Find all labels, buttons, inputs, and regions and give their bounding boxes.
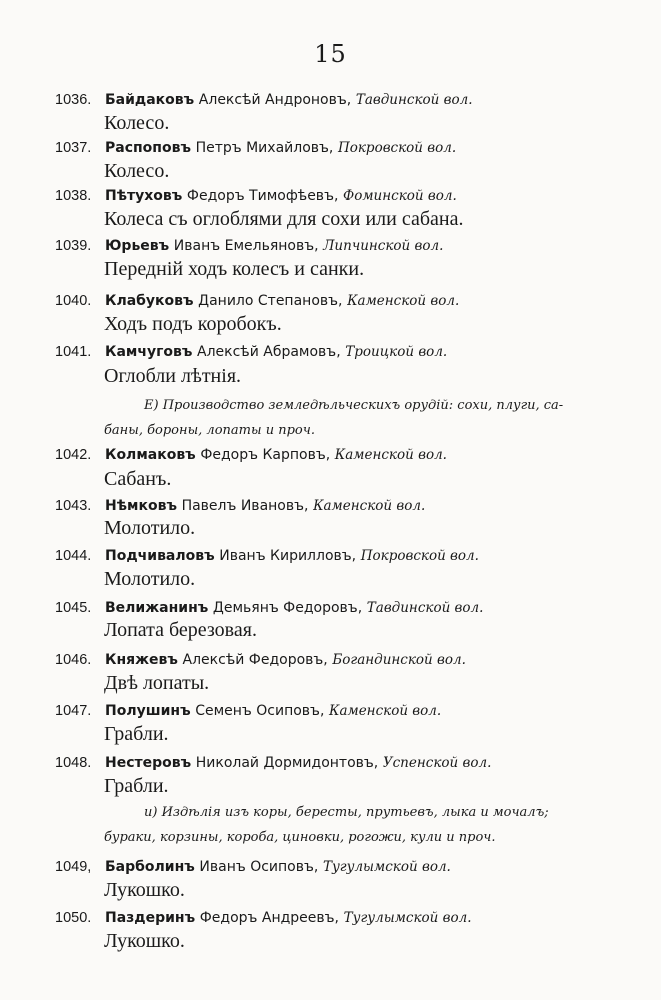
entry-given-name: Петръ Михайловъ, (195, 140, 334, 156)
entry-district: Богандинской вол. (332, 652, 466, 668)
entry-header (55, 547, 479, 565)
entry-surname: Распоповъ (105, 140, 191, 156)
entry-surname: Нестеровъ (105, 755, 192, 771)
entry-district: Тавдинской вол. (355, 92, 473, 108)
entry-item: Лукошко. (104, 930, 185, 952)
entry-item: Колесо. (104, 160, 170, 182)
entry-number: 1040. (55, 293, 92, 309)
entry-district: Каменской вол. (329, 703, 442, 719)
entry-item: Сабанъ. (104, 468, 172, 490)
entry-number: 1044. (55, 548, 92, 564)
entry-item: Оглобли лѣтнiя. (104, 365, 242, 387)
entry-number: 1036. (55, 92, 92, 108)
entry-given-name: Николай Дормидонтовъ, (195, 755, 379, 771)
entry-surname: Клабуковъ (105, 293, 194, 309)
entry-surname: Полушинъ (105, 703, 191, 719)
entry-given-name: Федоръ Тимофѣевъ, (186, 188, 339, 204)
entry-item: Двѣ лопаты. (104, 672, 210, 694)
section-heading (104, 393, 614, 443)
entry-given-name: Иванъ Емельяновъ, (173, 238, 319, 254)
page-number: 15 (314, 40, 347, 68)
entry-header (55, 754, 491, 772)
entry-item: Колесо. (104, 112, 170, 134)
entry-header (55, 497, 425, 515)
entry-given-name: Иванъ Кирилловъ, (219, 548, 357, 564)
entry-district: Покровской вол. (337, 140, 457, 156)
entry-given-name: Иванъ Осиповъ, (199, 859, 319, 875)
entry-surname: Камчуговъ (105, 344, 193, 360)
entry-number: 1049, (55, 859, 92, 875)
entry-number: 1045. (55, 600, 92, 616)
entry-given-name: Павелъ Ивановъ, (181, 498, 309, 514)
entry-given-name: Алексѣй Абрамовъ, (197, 344, 341, 360)
section-heading-line: Е) Производство земледѣльческихъ орудiй: сохи, плуги, са- (144, 398, 564, 413)
entry-header (55, 237, 443, 255)
entry-surname: Байдаковъ (105, 92, 195, 108)
entry-header (55, 139, 456, 157)
entry-surname: Юрьевъ (105, 238, 170, 254)
entry-header (55, 446, 447, 464)
entry-header (55, 909, 472, 927)
entry-surname: Велижанинъ (105, 600, 209, 616)
entry-item: Грабли. (104, 723, 169, 745)
entry-header (55, 343, 447, 361)
entry-district: Тавдинской вол. (366, 600, 484, 616)
entry-surname: Подчиваловъ (105, 548, 215, 564)
section-heading-line: баны, бороны, лопаты и проч. (104, 423, 315, 438)
entry-item: Грабли. (104, 775, 169, 797)
entry-number: 1047. (55, 703, 92, 719)
entry-district: Фоминской вол. (343, 188, 457, 204)
entry-number: 1050. (55, 910, 92, 926)
entry-district: Липчинской вол. (323, 238, 444, 254)
entry-item: Переднiй ходъ колесъ и санки. (104, 258, 365, 280)
entry-header (55, 858, 451, 876)
section-heading-line: и) Издѣлiя изъ коры, бересты, прутьевъ, лыка и мочалъ; (144, 805, 549, 820)
entry-number: 1038. (55, 188, 92, 204)
entry-number: 1042. (55, 447, 92, 463)
entry-item: Лукошко. (104, 879, 185, 901)
entry-district: Каменской вол. (347, 293, 460, 309)
entry-item: Лопата березовая. (104, 619, 257, 641)
entry-header (55, 187, 457, 205)
entry-surname: Паздеринъ (105, 910, 196, 926)
entry-header (55, 651, 466, 669)
entry-number: 1048. (55, 755, 92, 771)
entry-given-name: Алексѣй Федоровъ, (182, 652, 328, 668)
entry-item: Колеса съ оглоблями для сохи или сабана. (104, 208, 464, 230)
entry-surname: Княжевъ (105, 652, 178, 668)
entry-header (55, 91, 473, 109)
entry-district: Троицкой вол. (345, 344, 448, 360)
entry-given-name: Федоръ Андреевъ, (199, 910, 339, 926)
entry-header (55, 702, 441, 720)
entry-given-name: Данило Степановъ, (198, 293, 343, 309)
entry-item: Молотило. (104, 517, 196, 539)
entry-district: Тугулымской вол. (322, 859, 451, 875)
entry-district: Каменской вол. (334, 447, 447, 463)
entry-number: 1041. (55, 344, 92, 360)
section-heading-line: бураки, корзины, короба, циновки, рогожи, кули и проч. (104, 830, 496, 845)
entry-item: Молотило. (104, 568, 196, 590)
entry-number: 1039. (55, 238, 92, 254)
entry-given-name: Федоръ Карповъ, (200, 447, 331, 463)
entry-surname: Пѣтуховъ (105, 188, 183, 204)
entry-surname: Барболинъ (105, 859, 195, 875)
entry-number: 1037. (55, 140, 92, 156)
entry-number: 1043. (55, 498, 92, 514)
entry-given-name: Семенъ Осиповъ, (195, 703, 325, 719)
section-heading (104, 800, 614, 850)
entry-district: Успенской вол. (382, 755, 492, 771)
entry-number: 1046. (55, 652, 92, 668)
entry-district: Каменской вол. (313, 498, 426, 514)
entry-surname: Колмаковъ (105, 447, 196, 463)
entry-item: Ходъ подъ коробокъ. (104, 313, 282, 335)
entry-given-name: Демьянъ Федоровъ, (212, 600, 363, 616)
entry-district: Тугулымской вол. (343, 910, 472, 926)
entry-given-name: Алексѣй Андроновъ, (198, 92, 352, 108)
entry-header (55, 292, 459, 310)
entry-district: Покровской вол. (360, 548, 479, 564)
entry-header (55, 599, 483, 617)
entry-surname: Нѣмковъ (105, 498, 177, 514)
